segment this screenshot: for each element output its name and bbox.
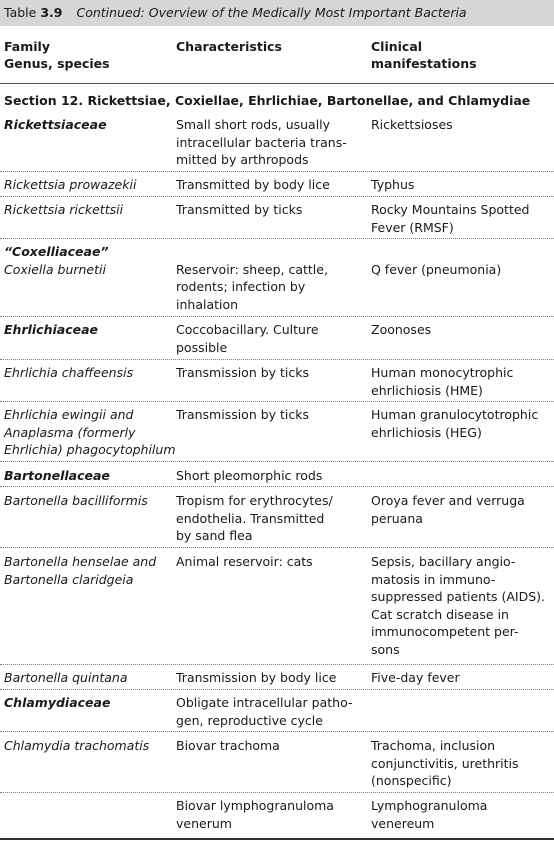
cell-clinical	[371, 364, 551, 399]
cell-line: immunocompetent per-	[371, 624, 519, 639]
row-separator	[0, 461, 554, 462]
cell-line: mitted by arthropods	[176, 152, 309, 167]
cell-line: suppressed patients (AIDS).	[371, 589, 545, 604]
cell-clinical	[371, 669, 551, 687]
cell-line: Oroya fever and verruga	[371, 493, 525, 508]
cell-line: ehrlichiosis (HME)	[371, 382, 483, 398]
cell-line: Obligate intracellular patho-	[176, 695, 353, 710]
cell-characteristics	[176, 467, 364, 485]
cell-line: Bartonellaceae	[4, 468, 110, 483]
cell-characteristics	[176, 321, 364, 356]
cell-characteristics	[176, 669, 364, 687]
row-separator	[0, 171, 554, 172]
cell-line: Cat scratch disease in	[371, 606, 509, 622]
row-separator	[0, 486, 554, 487]
cell-line: Ehrlichia chaffeensis	[4, 365, 134, 380]
cell-line: Coxiella burnetii	[4, 261, 106, 277]
cell-line: Tropism for erythrocytes/	[176, 493, 333, 508]
header-family	[4, 38, 110, 72]
row-separator	[0, 547, 554, 548]
cell-line: possible	[176, 339, 228, 355]
cell-characteristics	[176, 553, 364, 571]
header-clinical-line2: manifestations	[371, 56, 477, 71]
cell-line: Ehrlichia) phagocytophilum	[4, 442, 176, 457]
cell-line: Bartonella bacilliformis	[4, 493, 148, 508]
cell-characteristics	[176, 176, 364, 194]
cell-line: Short pleomorphic rods	[176, 468, 323, 483]
cell-clinical	[371, 201, 551, 236]
cell-characteristics	[176, 737, 364, 755]
cell-organism	[4, 176, 170, 194]
cell-characteristics	[176, 797, 364, 832]
cell-line: sons	[371, 641, 400, 657]
cell-line: ehrlichiosis (HEG)	[371, 424, 482, 440]
cell-line	[176, 243, 364, 261]
cell-line: Typhus	[371, 177, 415, 192]
cell-line: Zoonoses	[371, 322, 432, 337]
cell-line: matosis in immuno-	[371, 571, 496, 587]
cell-organism	[4, 321, 170, 339]
table-header	[0, 26, 554, 84]
table-bottom-rule	[0, 838, 554, 840]
cell-line: Rickettsia rickettsii	[4, 202, 124, 217]
section-title: Section 12. Rickettsiae, Coxiellae, Ehrlichiae, Bartonellae, and Chlamydiae	[4, 93, 531, 108]
cell-line: Rocky Mountains Spotted	[371, 202, 530, 217]
cell-clinical	[371, 243, 551, 278]
row-separator	[0, 359, 554, 360]
cell-line: endothelia. Transmitted	[176, 510, 325, 526]
cell-line: Fever (RMSF)	[371, 219, 454, 235]
cell-clinical	[371, 176, 551, 194]
cell-line: gen, reproductive cycle	[176, 712, 323, 728]
cell-clinical	[371, 797, 551, 832]
cell-organism	[4, 467, 170, 485]
cell-line: Ehrlichiaceae	[4, 322, 99, 337]
cell-line: Transmitted by ticks	[176, 202, 303, 217]
cell-line: Transmission by body lice	[176, 670, 337, 685]
cell-organism	[4, 364, 170, 382]
cell-line: Animal reservoir: cats	[176, 554, 313, 569]
row-separator	[0, 401, 554, 402]
cell-line: Human monocytrophic	[371, 365, 514, 380]
cell-clinical	[371, 321, 551, 339]
header-clinical	[371, 38, 477, 72]
cell-organism	[4, 737, 170, 755]
cell-line: Human granulocytotrophic	[371, 407, 539, 422]
table-number-value: 3.9	[40, 5, 63, 20]
cell-line: Rickettsioses	[371, 117, 453, 132]
cell-line: Lymphogranuloma	[371, 798, 488, 813]
cell-characteristics	[176, 492, 364, 545]
cell-organism	[4, 201, 170, 219]
table-caption: Continued: Overview of the Medically Most Important Bacteria	[76, 5, 467, 20]
table-number	[4, 5, 62, 20]
cell-line: Rickettsia prowazekii	[4, 177, 137, 192]
row-separator	[0, 316, 554, 317]
cell-organism	[4, 243, 170, 278]
cell-clinical	[371, 406, 551, 441]
cell-line: inhalation	[176, 296, 239, 312]
row-separator	[0, 238, 554, 239]
cell-line: “Coxelliaceae”	[4, 244, 109, 259]
cell-line: Transmitted by body lice	[176, 177, 330, 192]
cell-organism	[4, 492, 170, 510]
cell-line: rodents; infection by	[176, 279, 306, 294]
cell-line: Chlamydia trachomatis	[4, 738, 150, 753]
cell-line: intracellular bacteria trans-	[176, 134, 347, 150]
cell-line: (nonspecific)	[371, 773, 452, 788]
cell-organism	[4, 694, 170, 712]
header-characteristics: Characteristics	[176, 39, 282, 54]
cell-clinical	[371, 116, 551, 134]
cell-line: Ehrlichia ewingii and	[4, 407, 134, 422]
row-separator	[0, 731, 554, 732]
table-number-prefix: Table	[4, 5, 41, 20]
cell-characteristics	[176, 406, 364, 424]
cell-line: Reservoir: sheep, cattle,	[176, 261, 328, 277]
cell-characteristics	[176, 116, 364, 169]
cell-characteristics	[176, 364, 364, 382]
cell-organism	[4, 669, 170, 687]
cell-line: Trachoma, inclusion	[371, 738, 496, 753]
header-clinical-line1: Clinical	[371, 39, 423, 54]
cell-clinical	[371, 492, 551, 527]
cell-line: Five-day fever	[371, 670, 460, 685]
cell-characteristics	[176, 243, 364, 313]
cell-line: Biovar lymphogranuloma	[176, 798, 334, 813]
cell-line: peruana	[371, 510, 423, 526]
cell-clinical	[371, 553, 551, 658]
cell-line: Coccobacillary. Culture	[176, 322, 319, 337]
row-separator	[0, 196, 554, 197]
cell-line: Sepsis, bacillary angio-	[371, 554, 516, 569]
cell-line: Rickettsiaceae	[4, 117, 107, 132]
cell-line: Biovar trachoma	[176, 738, 280, 753]
cell-line: Bartonella quintana	[4, 670, 128, 685]
cell-line: Transmission by ticks	[176, 407, 310, 422]
cell-line: conjunctivitis, urethritis	[371, 755, 519, 771]
cell-line: Q fever (pneumonia)	[371, 261, 502, 277]
row-separator	[0, 664, 554, 665]
row-separator	[0, 792, 554, 793]
cell-line: by sand flea	[176, 528, 253, 543]
cell-line: Anaplasma (formerly	[4, 424, 136, 440]
cell-line: Bartonella henselae and	[4, 554, 157, 569]
cell-line: Chlamydiaceae	[4, 695, 111, 710]
cell-line: venereum	[371, 815, 435, 831]
cell-line: Transmission by ticks	[176, 365, 310, 380]
table-title-bar	[0, 0, 554, 26]
cell-line: Small short rods, usually	[176, 117, 331, 132]
cell-line: Bartonella claridgeia	[4, 571, 134, 587]
row-separator	[0, 689, 554, 690]
cell-organism	[4, 406, 176, 459]
cell-line	[371, 243, 551, 261]
header-family-line2: Genus, species	[4, 56, 110, 71]
cell-line: venerum	[176, 815, 232, 831]
cell-clinical	[371, 737, 551, 790]
header-family-line1: Family	[4, 39, 50, 54]
cell-characteristics	[176, 694, 364, 729]
cell-organism	[4, 553, 170, 588]
cell-organism	[4, 116, 170, 134]
cell-characteristics	[176, 201, 364, 219]
